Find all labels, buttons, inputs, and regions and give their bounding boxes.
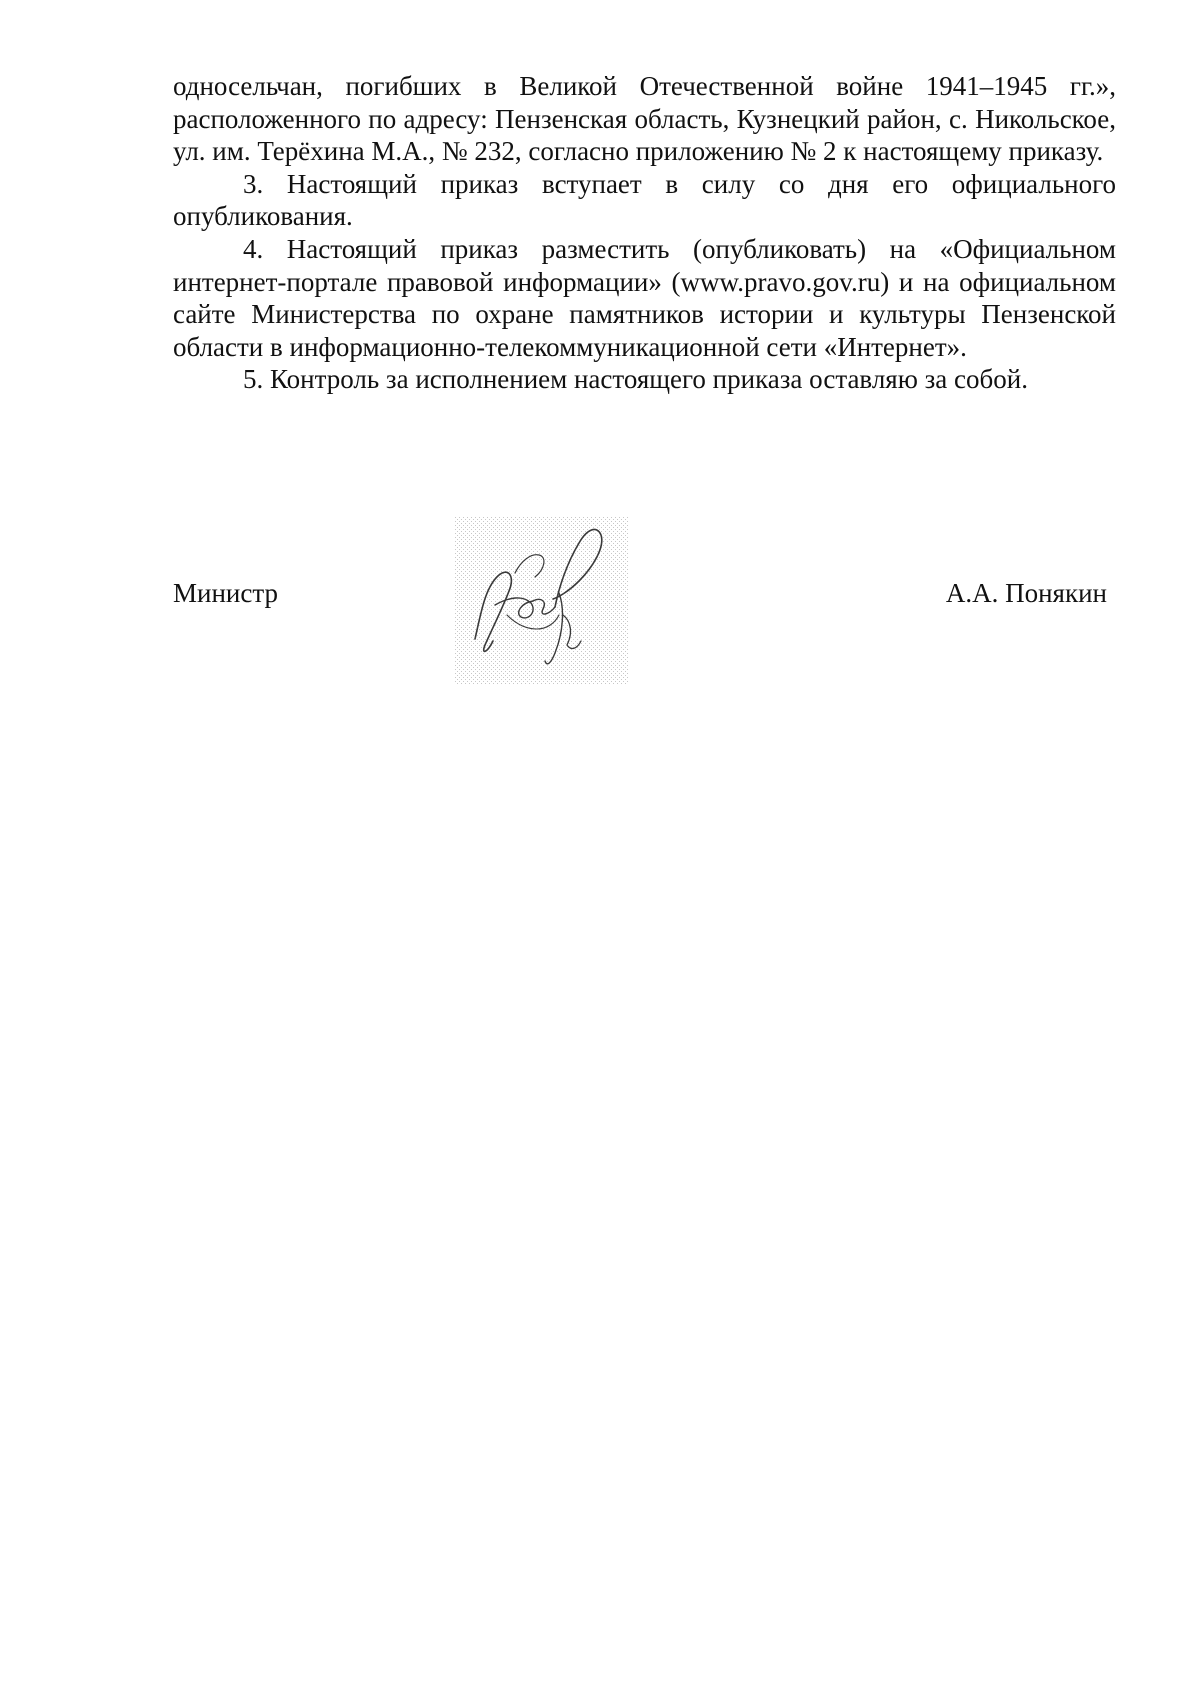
paragraph-item-5: 5. Контроль за исполнением настоящего приказа оставляю за собой.: [243, 364, 1028, 395]
signatory-position: Министр: [173, 578, 278, 608]
paragraph-item-3: 3. Настоящий приказ вступает в силу со дня его официального опубликования.: [173, 168, 1116, 232]
handwritten-signature-icon: [455, 517, 628, 685]
document-body: [173, 70, 1116, 396]
paragraph-continued: односельчан, погибших в Великой Отечественной войне 1941–1945 гг.», расположенного по адресу: Пензенская область, Кузнецкий район, с. Никольское, ул. им. Терёхина М.А., № 232, согласно приложению № 2 к настоящему приказу.: [173, 71, 1116, 167]
signature-block: [0, 515, 1200, 695]
paragraph-item-4: 4. Настоящий приказ разместить (опубликовать) на «Официальном интернет-портале правовой информации» (www.pravo.gov.ru) и на официальном сайте Министерства по охране памятников истории и культуры Пензенской области в информационно-телекоммуникационной сети «Интернет».: [173, 233, 1116, 362]
signer-name: А.А. Понякин: [945, 578, 1107, 608]
